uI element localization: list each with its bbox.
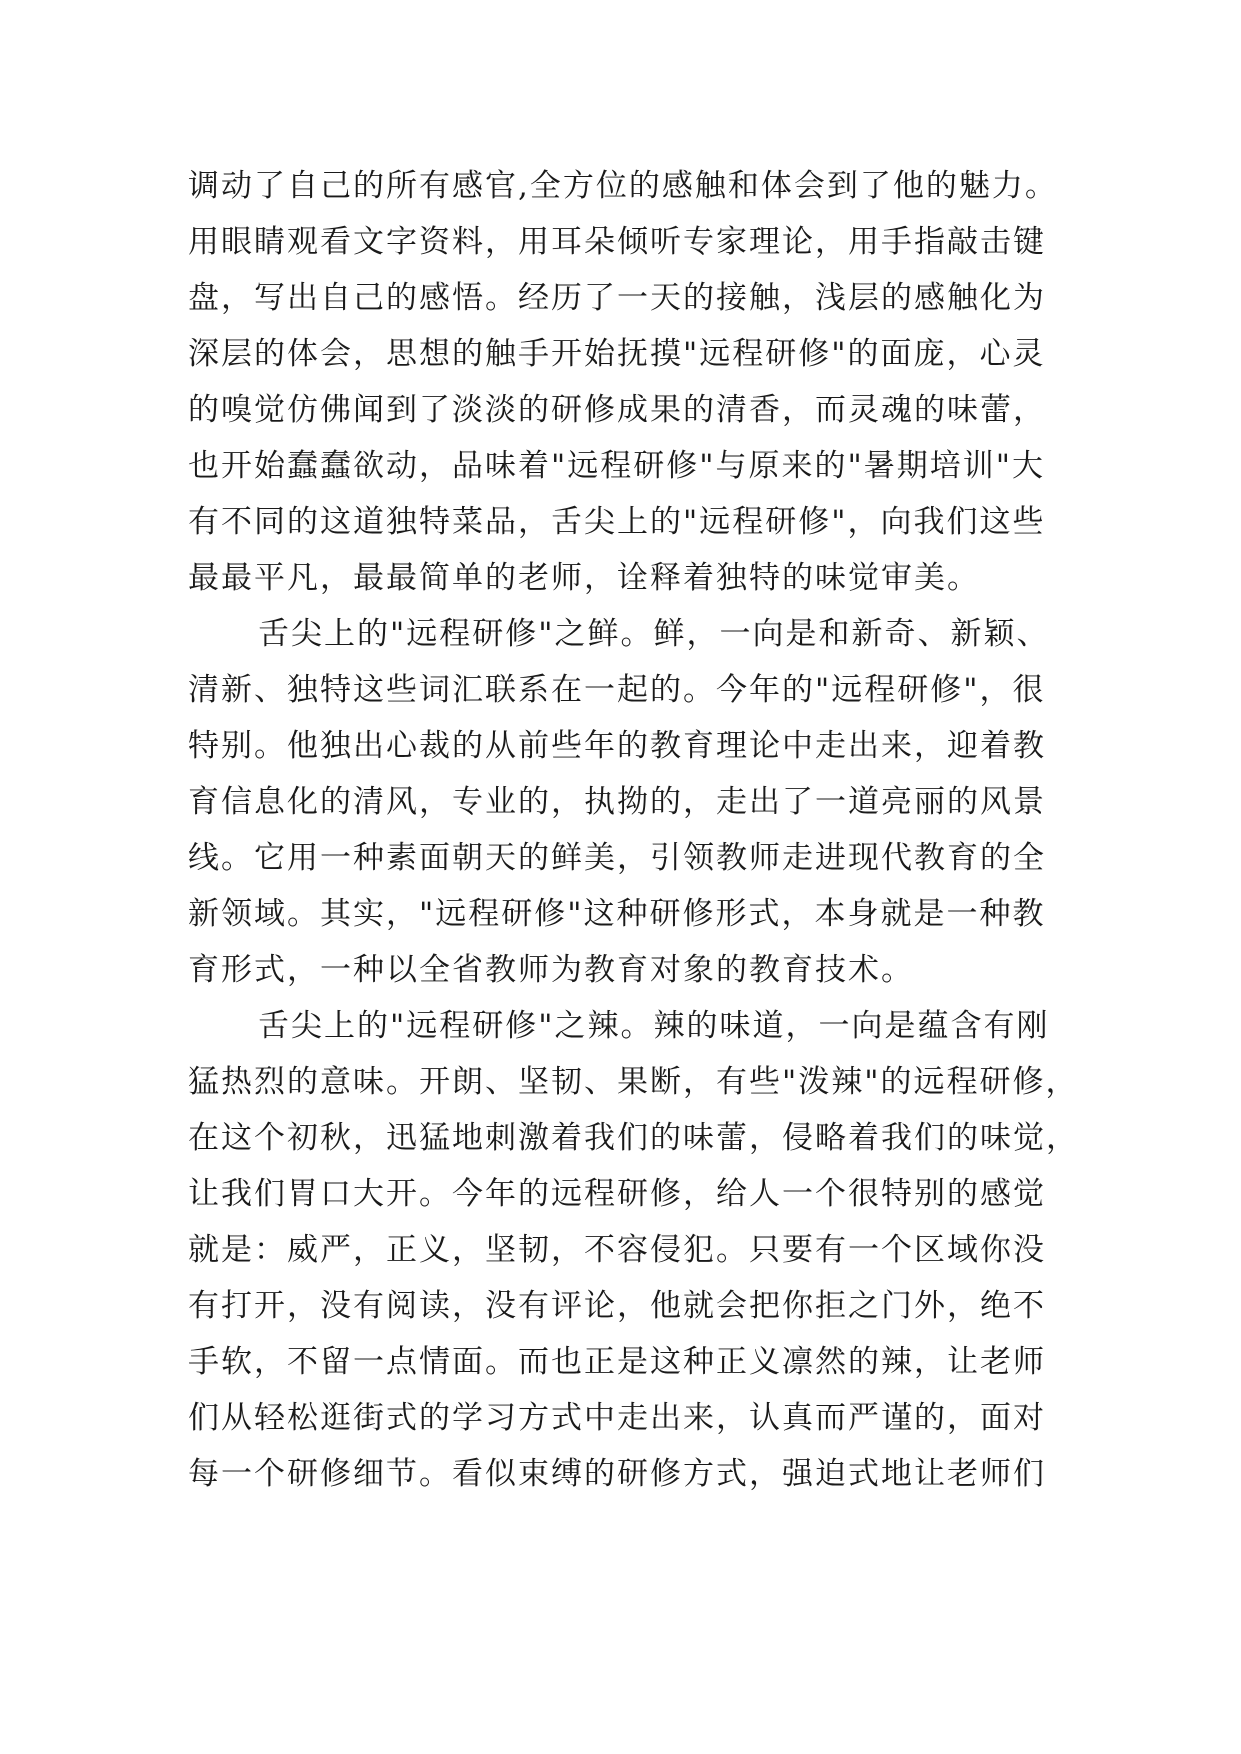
paragraph-start-line: 舌尖上的"远程研修"之辣。辣的味道，一向是蕴含有刚: [258, 1008, 1050, 1044]
text-line: 有不同的这道独特菜品，舌尖上的"远程研修"，向我们这些: [188, 504, 1046, 540]
text-line: 育信息化的清风，专业的，执拗的，走出了一道亮丽的风景: [188, 784, 1046, 820]
text-line: 线。它用一种素面朝天的鲜美，引领教师走进现代教育的全: [188, 840, 1046, 876]
text-line: 盘，写出自己的感悟。经历了一天的接触，浅层的感触化为: [188, 280, 1046, 316]
text-line: 最最平凡，最最简单的老师，诠释着独特的味觉审美。: [188, 560, 980, 596]
text-line: 也开始蠢蠢欲动，品味着"远程研修"与原来的"暑期培训"大: [188, 448, 1046, 484]
text-line: 育形式，一种以全省教师为教育对象的教育技术。: [188, 952, 914, 988]
text-line: 调动了自己的所有感官,全方位的感触和体会到了他的魅力。: [188, 168, 1058, 204]
text-line: 清新、独特这些词汇联系在一起的。今年的"远程研修"，很: [188, 672, 1046, 708]
body-text: [188, 158, 1088, 1502]
text-line: 们从轻松逛街式的学习方式中走出来，认真而严谨的，面对: [188, 1400, 1046, 1436]
text-line: 在这个初秋，迅猛地刺激着我们的味蕾，侵略着我们的味觉，: [188, 1120, 1079, 1156]
text-line: 让我们胃口大开。今年的远程研修，给人一个很特别的感觉: [188, 1176, 1046, 1212]
text-line: 用眼睛观看文字资料，用耳朵倾听专家理论，用手指敲击键: [188, 224, 1046, 260]
text-line: 猛热烈的意味。开朗、坚韧、果断，有些"泼辣"的远程研修，: [188, 1064, 1079, 1100]
text-line: 就是：威严，正义，坚韧，不容侵犯。只要有一个区域你没: [188, 1232, 1046, 1268]
text-line: 深层的体会，思想的触手开始抚摸"远程研修"的面庞，心灵: [188, 336, 1046, 372]
text-line: 每一个研修细节。看似束缚的研修方式，强迫式地让老师们: [188, 1456, 1046, 1492]
text-line: 手软，不留一点情面。而也正是这种正义凛然的辣，让老师: [188, 1344, 1046, 1380]
text-line: 新领域。其实，"远程研修"这种研修形式，本身就是一种教: [188, 896, 1046, 932]
text-line: 特别。他独出心裁的从前些年的教育理论中走出来，迎着教: [188, 728, 1046, 764]
text-line: 有打开，没有阅读，没有评论，他就会把你拒之门外，绝不: [188, 1288, 1046, 1324]
text-line: 的嗅觉仿佛闻到了淡淡的研修成果的清香，而灵魂的味蕾，: [188, 392, 1046, 428]
paragraph-start-line: 舌尖上的"远程研修"之鲜。鲜，一向是和新奇、新颖、: [258, 616, 1050, 652]
